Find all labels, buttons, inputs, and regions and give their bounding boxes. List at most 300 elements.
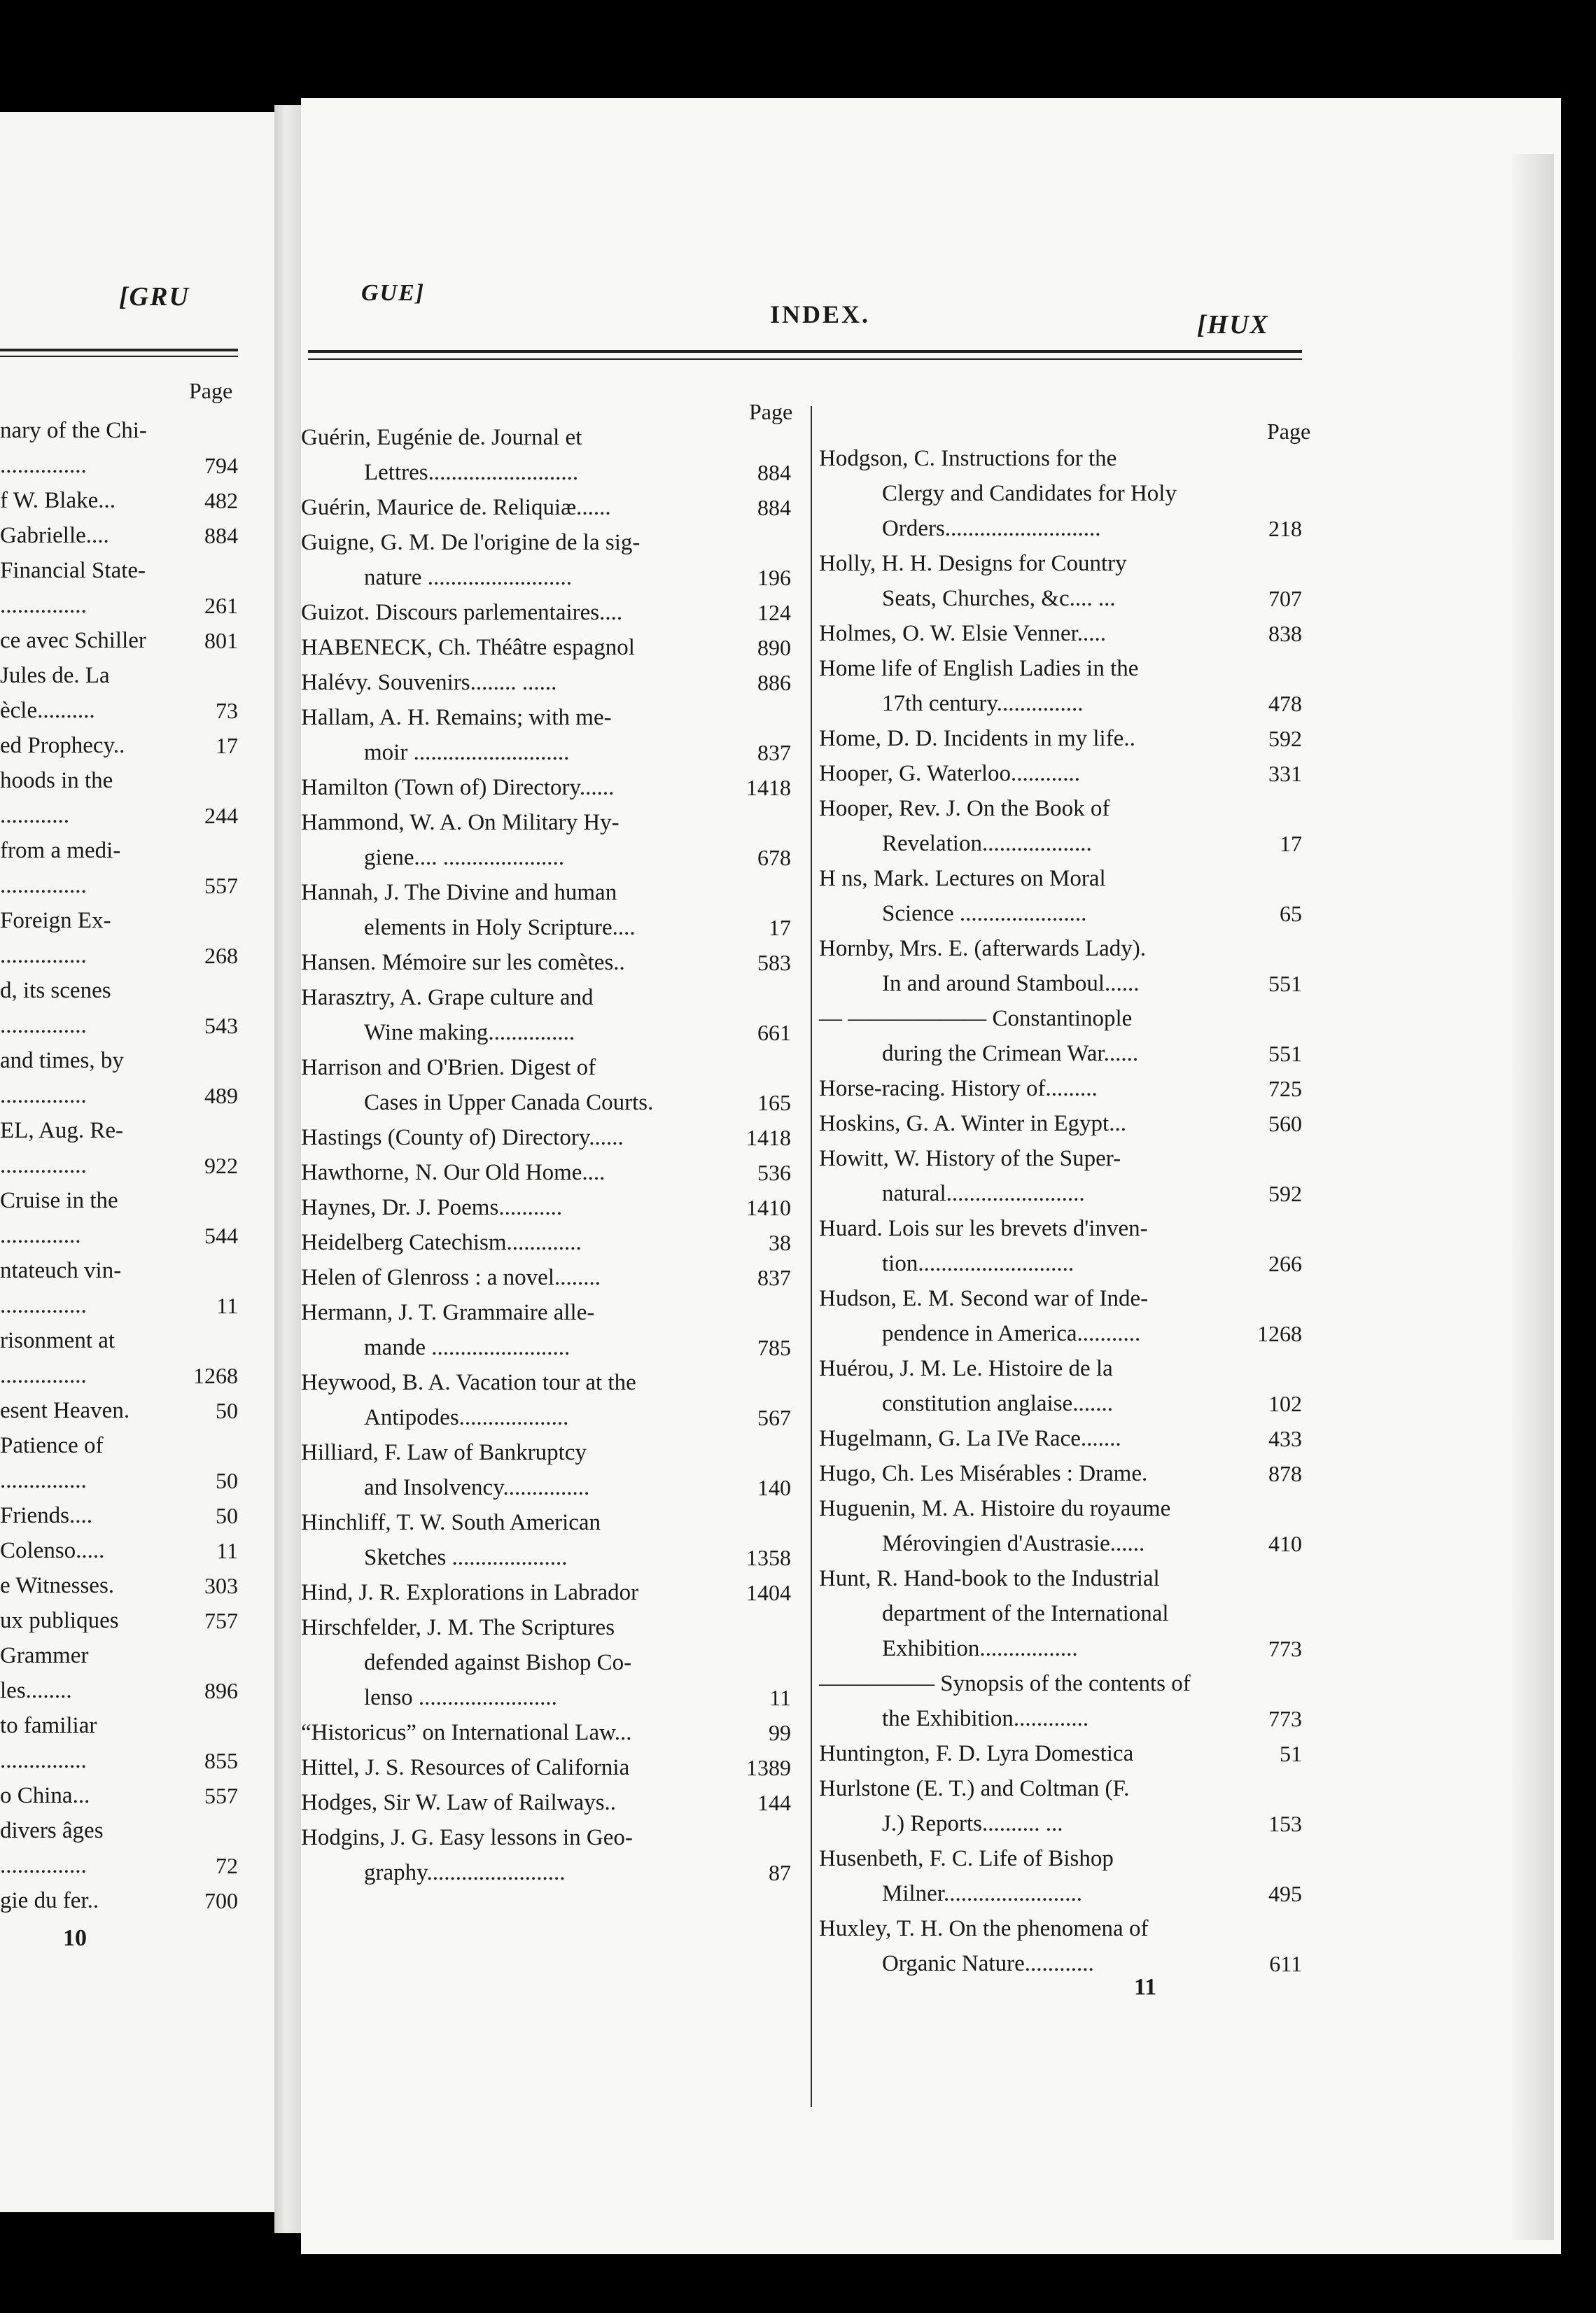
left-index-row-text: ............ [0,803,69,828]
left-index-row-text: nary of the Chi- [0,418,147,443]
left-index-row [0,1883,238,1918]
left-index-row-text: EL, Aug. Re- [0,1118,123,1143]
index-entry-page: 11 [769,1685,791,1710]
index-entry-heading: Hudson, E. M. Second war of Inde- [819,1286,1149,1311]
index-entry-heading: Husenbeth, F. C. Life of Bishop [819,1846,1114,1871]
index-entry-page: 592 [1268,1181,1302,1206]
left-index-row-text: ............... [0,453,87,478]
index-entry-heading: Halévy. Souvenirs........ ...... [301,670,557,695]
index-entry [819,1491,1302,1561]
right-header-rule [308,350,1302,353]
left-index-row [0,1568,238,1603]
index-entry-page: 725 [1268,1076,1302,1101]
left-header-rule-thin [0,356,238,357]
index-entry-heading: Huxley, T. H. On the phenomena of [819,1916,1149,1941]
left-index-row [0,1848,238,1883]
index-entry-page: 410 [1268,1531,1302,1556]
left-index-row-page: 268 [204,943,238,968]
index-entry-page: 661 [757,1020,791,1045]
left-index-row-text: ............... [0,1153,87,1178]
index-entry-continuation: constitution anglaise....... [882,1391,1113,1416]
index-entry [819,756,1302,791]
left-index-column [0,413,238,1918]
index-entry-continuation: Orders........................... [882,516,1101,541]
left-index-row-text: o China... [0,1783,90,1808]
left-index-row-page: 303 [204,1573,238,1598]
index-entry [301,665,791,700]
left-index-row [0,413,238,448]
index-entry-heading: Huntington, F. D. Lyra Domestica [819,1741,1134,1766]
index-entry-continuation: Lettres.......................... [364,460,579,485]
left-index-row-page: 794 [204,453,238,478]
left-index-row-text: ............... [0,1293,87,1318]
left-index-row-page: 50 [216,1503,238,1528]
index-entry-page: 884 [757,495,791,520]
left-page-column-label: Page [189,378,233,403]
index-entry-page: 144 [757,1790,791,1815]
index-entry-continuation: nature ......................... [364,565,572,590]
index-entry-heading: Holly, H. H. Designs for Country [819,551,1127,576]
index-entry-heading: Guérin, Eugénie de. Journal et [301,425,582,450]
left-index-row [0,728,238,763]
index-entry-page: 87 [769,1860,791,1885]
left-index-row-text: f W. Blake... [0,488,115,513]
right-page [301,98,1561,2254]
index-entry [301,980,791,1050]
index-entry-continuation: defended against Bishop Co- [364,1650,632,1675]
left-index-row [0,1743,238,1778]
left-index-row-text: Colenso..... [0,1538,105,1563]
left-index-row [0,483,238,518]
left-index-row-page: 544 [204,1223,238,1248]
index-entry [301,1575,791,1610]
index-entry-continuation: Organic Nature............ [882,1951,1094,1976]
index-entry [819,1141,1302,1211]
index-entry-continuation: elements in Holy Scripture.... [364,915,636,940]
index-entry [301,1120,791,1155]
index-entry-heading: Helen of Glenross : a novel........ [301,1265,601,1290]
left-running-header: [GRU [119,282,190,312]
col2-page-label: Page [1267,419,1311,444]
left-index-row-text: divers âges [0,1818,104,1843]
index-entry-page: 707 [1268,586,1302,611]
index-entry [819,1736,1302,1771]
index-entry-continuation: moir ........................... [364,740,570,765]
index-entry [301,525,791,595]
left-index-row-page: 11 [216,1538,238,1563]
left-index-row [0,1813,238,1848]
index-entry-page: 785 [757,1335,791,1360]
index-entry [301,1365,791,1435]
left-index-row-text: e Witnesses. [0,1573,115,1598]
index-entry-heading: Hermann, J. T. Grammaire alle- [301,1300,595,1325]
index-entry-page: 196 [757,565,791,590]
index-entry [301,770,791,805]
index-entry-heading: Hammond, W. A. On Military Hy- [301,810,620,835]
index-entry-heading: Hodges, Sir W. Law of Railways.. [301,1790,617,1815]
left-index-row-page: 489 [204,1083,238,1108]
index-entry [301,630,791,665]
index-entry-page: 1418 [746,1125,791,1150]
index-column-2 [819,441,1302,1981]
index-entry-page: 1389 [746,1755,791,1780]
left-index-row [0,448,238,483]
index-entry-heading: ————— Synopsis of the contents of [819,1671,1191,1696]
index-entry-page: 1418 [746,775,791,800]
index-entry-continuation: mande ........................ [364,1335,570,1360]
index-entry [301,1155,791,1190]
column-divider [811,406,812,2107]
left-index-row [0,1078,238,1113]
left-index-row-text: Patience of [0,1433,104,1458]
index-entry [301,490,791,525]
book-gutter [274,105,302,2233]
index-entry-page: 536 [757,1160,791,1185]
index-entry [819,791,1302,861]
left-index-row-page: 73 [216,698,238,723]
index-entry [301,1435,791,1505]
index-entry-heading: Hinchliff, T. W. South American [301,1510,601,1535]
col1-page-label: Page [749,399,793,424]
index-entry-heading: Hunt, R. Hand-book to the Industrial [819,1566,1160,1591]
left-index-row [0,833,238,868]
index-entry-continuation: Cases in Upper Canada Courts. [364,1090,654,1115]
index-entry-heading: Huérou, J. M. Le. Histoire de la [819,1356,1113,1381]
index-entry-page: 1410 [746,1195,791,1220]
index-entry-page: 51 [1280,1741,1302,1766]
index-entry-continuation: Seats, Churches, &c.... ... [882,586,1116,611]
left-index-row-text: .............. [0,1223,81,1248]
left-index-row-text: ècle.......... [0,698,95,723]
index-entry [819,1106,1302,1141]
index-entry-page: 592 [1268,726,1302,751]
left-index-row-text: ............... [0,1083,87,1108]
index-entry-continuation: lenso ........................ [364,1685,557,1710]
index-entry-page: 478 [1268,691,1302,716]
left-index-row-text: ux publiques [0,1608,119,1633]
page-edge-shadow [1512,154,1554,2240]
index-entry-heading: Hallam, A. H. Remains; with me- [301,705,612,730]
index-entry-page: 38 [769,1230,791,1255]
left-index-row-text: Foreign Ex- [0,908,111,933]
left-index-row-text: Jules de. La [0,663,110,688]
left-index-row [0,1323,238,1358]
left-index-row [0,693,238,728]
index-entry-page: 551 [1268,1041,1302,1066]
index-entry [301,1715,791,1750]
index-entry [819,1211,1302,1281]
left-index-row-text: ............... [0,943,87,968]
left-index-row [0,1638,238,1673]
left-index-row [0,1428,238,1463]
index-entry-heading: Heywood, B. A. Vacation tour at the [301,1370,636,1395]
left-index-row-page: 17 [216,733,238,758]
index-entry [301,1225,791,1260]
index-entry [819,861,1302,931]
left-index-row-page: 884 [204,523,238,548]
index-entry-continuation: Clergy and Candidates for Holy [882,481,1177,506]
index-entry-heading: Hodgson, C. Instructions for the [819,446,1117,471]
left-index-row-text: ............... [0,593,87,618]
index-entry-heading: Heidelberg Catechism............. [301,1230,582,1255]
index-entry-heading: H ns, Mark. Lectures on Moral [819,866,1106,891]
index-entry-page: 773 [1268,1706,1302,1731]
index-entry [301,1820,791,1890]
left-index-row-text: ............... [0,1363,87,1388]
index-entry-page: 884 [757,460,791,485]
left-index-row [0,903,238,938]
index-entry-heading: Hooper, Rev. J. On the Book of [819,796,1110,821]
right-header-center: INDEX. [770,300,871,328]
left-index-row-text: les........ [0,1678,72,1703]
left-index-row-text: ............... [0,1748,87,1773]
index-entry [301,1750,791,1785]
left-index-row-text: ............... [0,1013,87,1038]
left-index-row-text: gie du fer.. [0,1888,99,1913]
left-index-row-text: ............... [0,1853,87,1878]
left-header-rule [0,349,238,351]
index-entry-page: 886 [757,670,791,695]
index-entry-page: 837 [757,1265,791,1290]
left-index-row [0,1148,238,1183]
index-entry-continuation: Antipodes................... [364,1405,569,1430]
index-entry-continuation: Revelation................... [882,831,1092,856]
index-entry [819,546,1302,616]
left-index-row-page: 757 [204,1608,238,1633]
left-index-row [0,623,238,658]
index-entry [819,721,1302,756]
index-entry [301,805,791,875]
index-entry-heading: Hawthorne, N. Our Old Home.... [301,1160,606,1185]
index-entry-page: 433 [1268,1426,1302,1451]
right-page-number: 11 [1134,1974,1157,2000]
right-header-right: [HUX [1197,310,1269,340]
right-header-left: GUE] [361,280,426,306]
index-entry-continuation: Wine making............... [364,1020,575,1045]
index-entry-page: 153 [1268,1811,1302,1836]
index-entry [819,616,1302,651]
index-entry [301,1505,791,1575]
index-entry-continuation: In and around Stamboul...... [882,971,1140,996]
index-entry [819,1421,1302,1456]
index-entry-continuation: J.) Reports.......... ... [882,1811,1063,1836]
left-index-row-page: 72 [216,1853,238,1878]
index-entry-continuation: tion........................... [882,1251,1074,1276]
left-index-row-page: 244 [204,803,238,828]
left-index-row-text: to familiar [0,1713,97,1738]
left-index-row [0,1183,238,1218]
index-entry-page: 17 [769,915,791,940]
index-entry [301,1610,791,1715]
index-entry-continuation: Sketches .................... [364,1545,568,1570]
index-entry-continuation: Milner........................ [882,1881,1082,1906]
left-page-number: 10 [63,1925,87,1951]
index-entry-heading: Hirschfelder, J. M. The Scriptures [301,1615,615,1640]
index-entry-page: 583 [757,950,791,975]
index-entry-heading: Harrison and O'Brien. Digest of [301,1055,596,1080]
index-entry-heading: Horse-racing. History of......... [819,1076,1098,1101]
index-entry-page: 17 [1280,831,1302,856]
index-entry [301,700,791,770]
left-index-row [0,1533,238,1568]
left-index-row-text: Financial State- [0,558,146,583]
index-entry [301,945,791,980]
index-entry-heading: Guérin, Maurice de. Reliquiæ...... [301,495,611,520]
left-index-row-text: Friends.... [0,1503,92,1528]
index-entry-page: 99 [769,1720,791,1745]
index-entry-page: 890 [757,635,791,660]
index-entry [819,1666,1302,1736]
index-entry-heading: Hoskins, G. A. Winter in Egypt... [819,1111,1126,1136]
left-index-row-page: 557 [204,873,238,898]
index-entry-heading: Hurlstone (E. T.) and Coltman (F. [819,1776,1130,1801]
index-entry-continuation: giene.... ..................... [364,845,564,870]
index-entry [301,875,791,945]
left-index-row-text: hoods in the [0,768,113,793]
index-entry-page: 551 [1268,971,1302,996]
index-entry-page: 611 [1269,1951,1302,1976]
left-index-row [0,1218,238,1253]
index-entry-heading: Hornby, Mrs. E. (afterwards Lady). [819,936,1147,961]
index-entry-heading: Huguenin, M. A. Histoire du royaume [819,1496,1171,1521]
index-entry-continuation: Mérovingien d'Austrasie...... [882,1531,1145,1556]
index-entry-heading: Hooper, G. Waterloo............ [819,761,1081,786]
left-index-row [0,1603,238,1638]
index-entry [301,1785,791,1820]
left-index-row [0,588,238,623]
index-entry-continuation: department of the International [882,1601,1169,1626]
left-index-row-text: ed Prophecy.. [0,733,125,758]
left-index-row-page: 1268 [193,1363,238,1388]
index-entry-heading: Hilliard, F. Law of Bankruptcy [301,1440,587,1465]
left-index-row [0,553,238,588]
index-column-1 [301,420,791,1890]
index-entry-continuation: Science ...................... [882,901,1087,926]
index-entry [301,1260,791,1295]
left-index-row [0,1463,238,1498]
index-entry-heading: Hannah, J. The Divine and human [301,880,617,905]
left-index-row-page: 801 [204,628,238,653]
index-entry-heading: Hodgins, J. G. Easy lessons in Geo- [301,1825,633,1850]
index-entry-heading: HABENECK, Ch. Théâtre espagnol [301,635,635,660]
left-index-row-page: 261 [204,593,238,618]
left-page [0,112,274,2212]
left-index-row [0,518,238,553]
index-entry-heading: Hind, J. R. Explorations in Labrador [301,1580,639,1605]
index-entry-page: 331 [1268,761,1302,786]
right-header-rule-thin [308,358,1302,360]
index-entry [819,651,1302,721]
index-entry-page: 65 [1280,901,1302,926]
left-index-row [0,763,238,798]
left-index-row [0,658,238,693]
index-entry-page: 102 [1268,1391,1302,1416]
index-entry-page: 678 [757,845,791,870]
index-entry [819,1911,1302,1981]
index-entry-heading: Huard. Lois sur les brevets d'inven- [819,1216,1148,1241]
index-entry-page: 838 [1268,621,1302,646]
index-entry [819,1561,1302,1666]
index-entry-heading: “Historicus” on International Law... [301,1720,632,1745]
index-entry-page: 124 [757,600,791,625]
left-index-row-text: ce avec Schiller [0,628,146,653]
left-index-row [0,973,238,1008]
left-index-row [0,1393,238,1428]
left-index-row-page: 700 [204,1888,238,1913]
index-entry-continuation: pendence in America........... [882,1321,1141,1346]
index-entry-continuation: Exhibition................. [882,1636,1078,1661]
index-entry-heading: Hugelmann, G. La IVe Race....... [819,1426,1121,1451]
left-index-row-page: 896 [204,1678,238,1703]
left-index-row [0,1043,238,1078]
left-index-row-text: risonment at [0,1328,115,1353]
left-index-row-text: Grammer [0,1643,89,1668]
left-index-row-page: 922 [204,1153,238,1178]
left-index-row [0,798,238,833]
index-entry-continuation: the Exhibition............. [882,1706,1089,1731]
index-entry-heading: Hansen. Mémoire sur les comètes.. [301,950,625,975]
index-entry-heading: Haynes, Dr. J. Poems........... [301,1195,563,1220]
left-index-row-text: Gabrielle.... [0,523,109,548]
left-index-row-text: ............... [0,1468,87,1493]
index-entry-heading: Hastings (County of) Directory...... [301,1125,624,1150]
left-index-row-text: Cruise in the [0,1188,118,1213]
left-index-row [0,938,238,973]
left-index-row [0,1008,238,1043]
index-entry-page: 567 [757,1405,791,1430]
index-entry-page: 495 [1268,1881,1302,1906]
index-entry-page: 878 [1268,1461,1302,1486]
index-entry-heading: Home, D. D. Incidents in my life.. [819,726,1135,751]
index-entry-heading: — —————— Constantinople [819,1006,1133,1031]
index-entry-page: 1268 [1257,1321,1302,1346]
index-entry-page: 560 [1268,1111,1302,1136]
index-entry [819,1771,1302,1841]
index-entry [301,595,791,630]
index-entry-heading: Hamilton (Town of) Directory...... [301,775,615,800]
left-index-row [0,1113,238,1148]
index-entry [819,1351,1302,1421]
index-entry-heading: Guizot. Discours parlementaires.... [301,600,623,625]
left-index-row [0,1708,238,1743]
index-entry-heading: Howitt, W. History of the Super- [819,1146,1121,1171]
index-entry-page: 1404 [746,1580,791,1605]
index-entry [819,1841,1302,1911]
index-entry [301,1190,791,1225]
left-index-row-page: 855 [204,1748,238,1773]
left-index-row [0,1288,238,1323]
index-entry-heading: Holmes, O. W. Elsie Venner..... [819,621,1107,646]
left-index-row-page: 557 [204,1783,238,1808]
left-index-row-page: 50 [216,1398,238,1423]
index-entry-page: 773 [1268,1636,1302,1661]
index-entry-page: 266 [1268,1251,1302,1276]
index-entry-heading: Guigne, G. M. De l'origine de la sig- [301,530,640,555]
index-entry-page: 837 [757,740,791,765]
index-entry [819,1071,1302,1106]
left-index-row-text: ntateuch vin- [0,1258,122,1283]
left-index-row-page: 50 [216,1468,238,1493]
left-index-row-page: 543 [204,1013,238,1038]
left-index-row [0,1253,238,1288]
left-index-row-page: 482 [204,488,238,513]
left-index-row [0,1358,238,1393]
left-index-row-text: and times, by [0,1048,124,1073]
index-entry [819,1456,1302,1491]
left-index-row [0,868,238,903]
index-entry-page: 140 [757,1475,791,1500]
index-entry [301,1050,791,1120]
